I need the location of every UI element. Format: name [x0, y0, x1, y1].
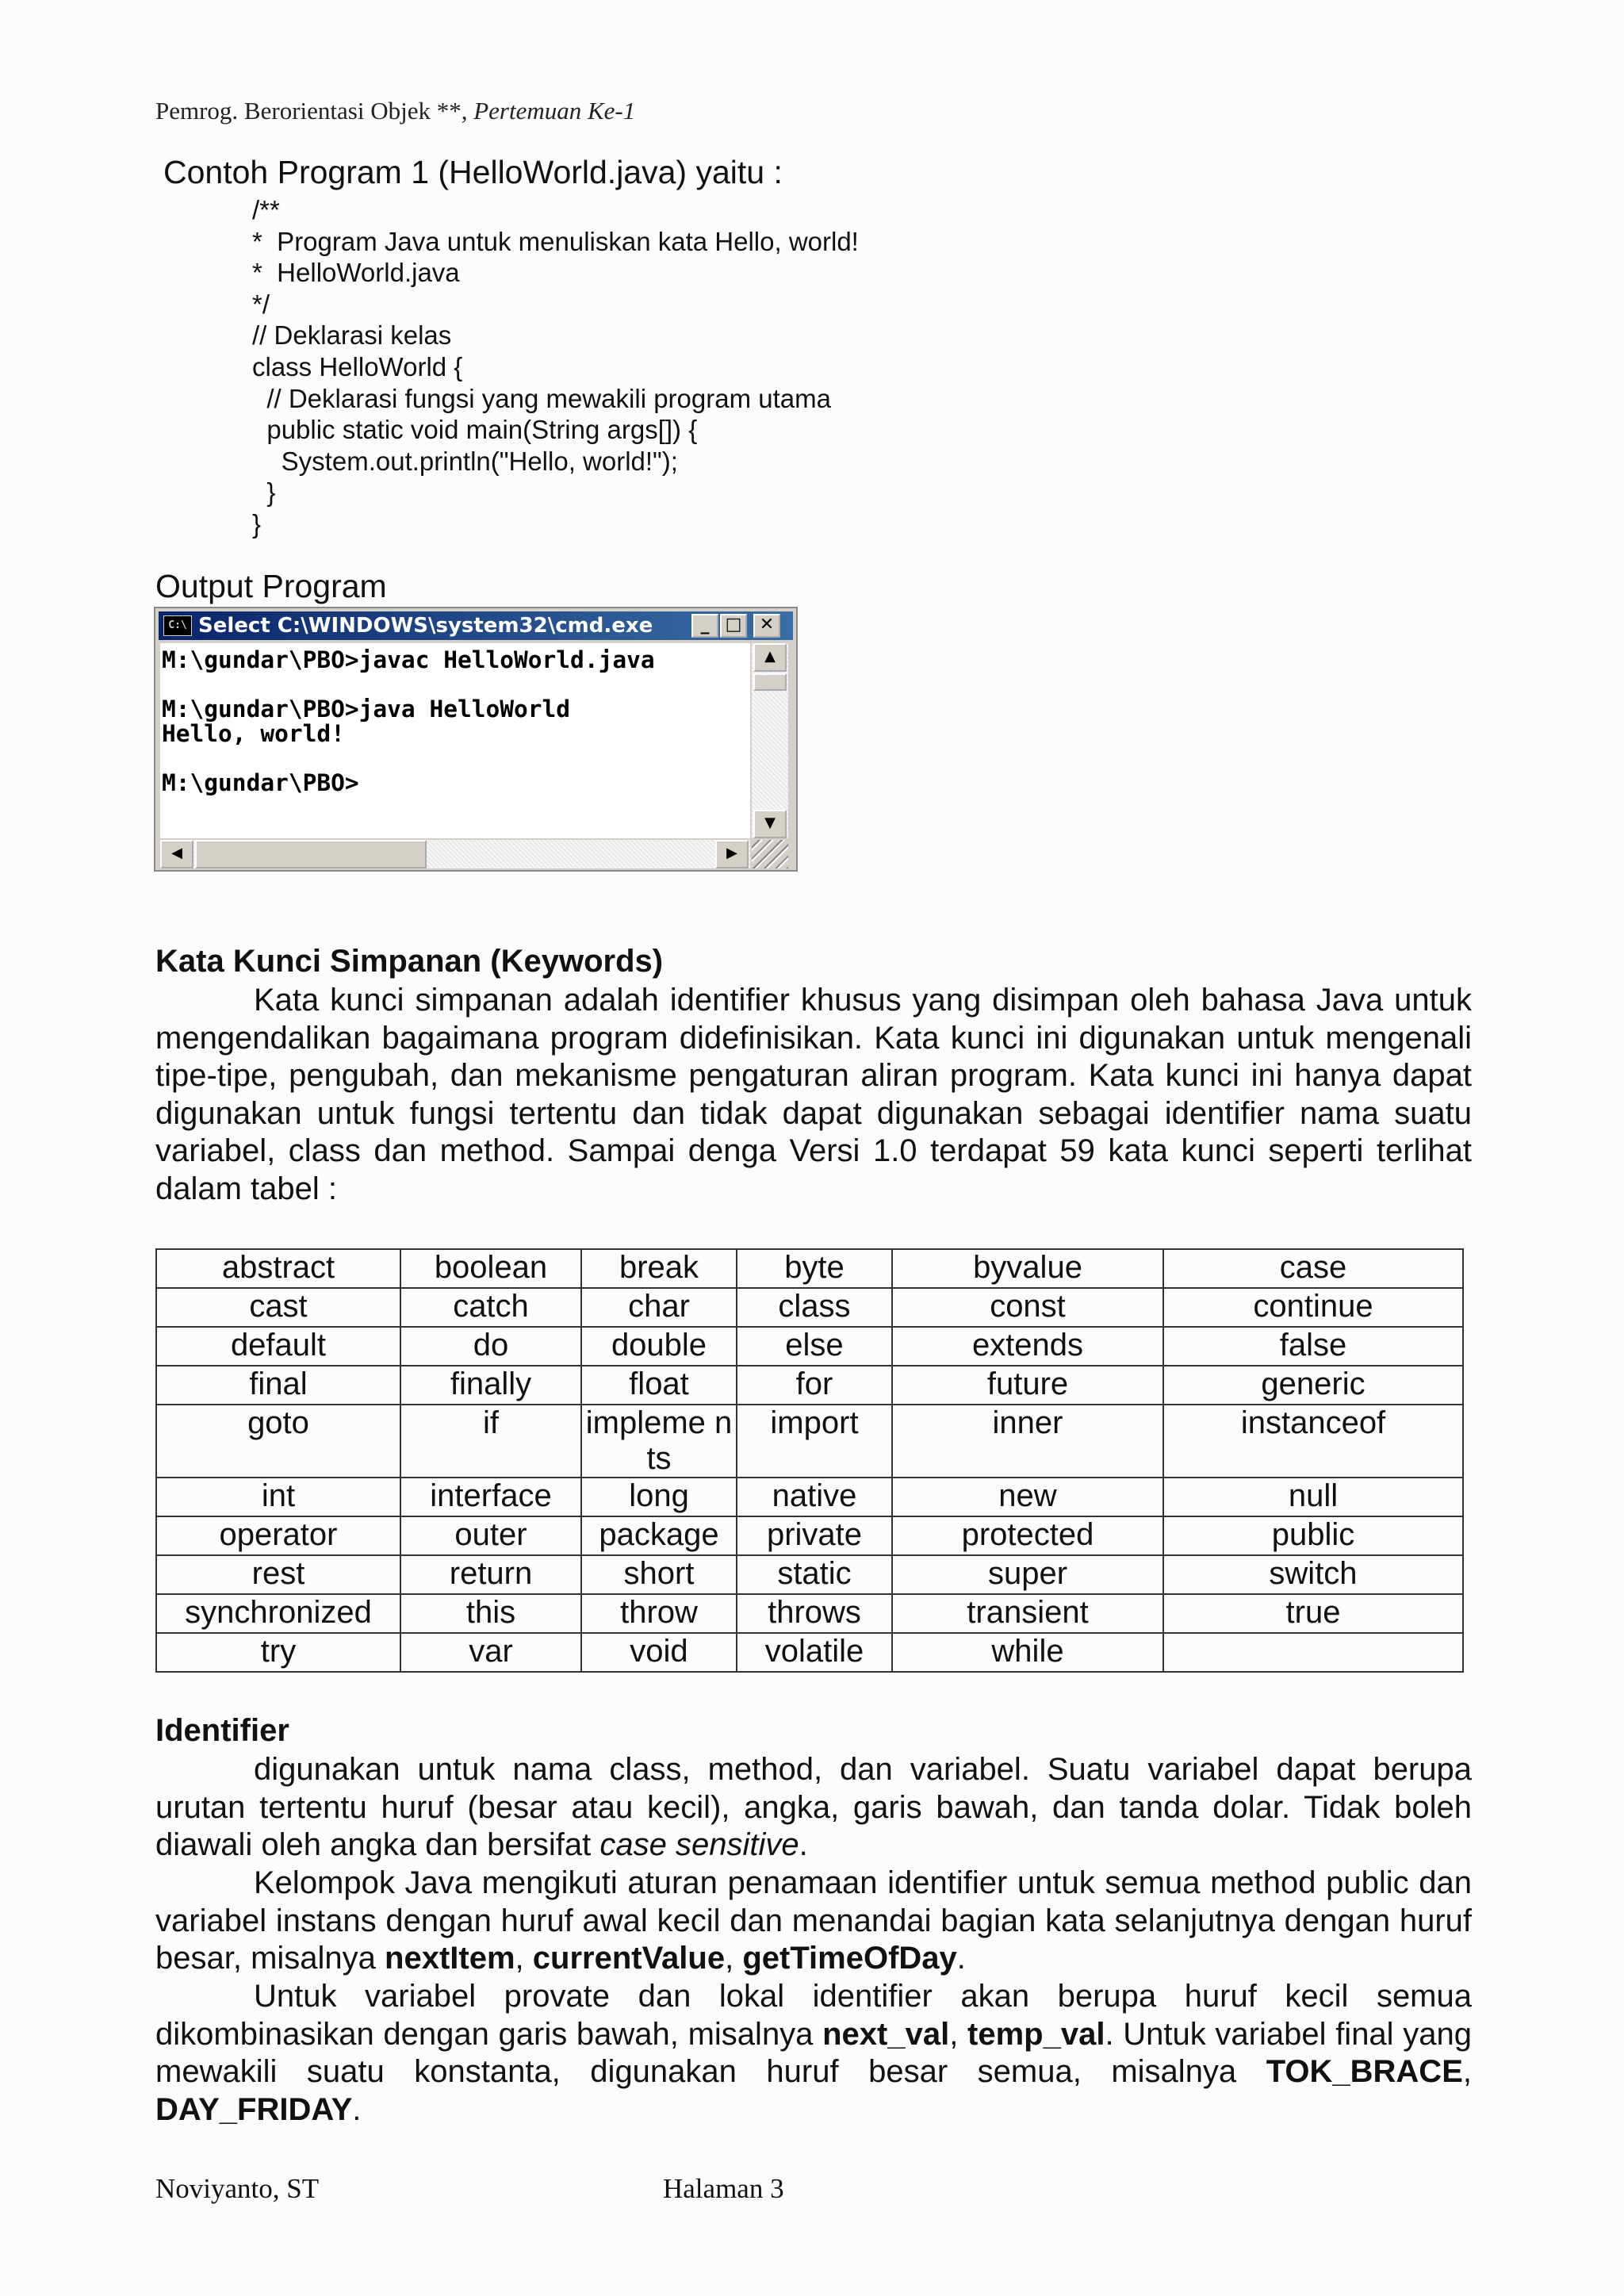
- console-line: M:\gundar\PBO>javac HelloWorld.java: [162, 646, 655, 673]
- case-sensitive-term: case sensitive: [599, 1827, 799, 1862]
- table-cell: generic: [1163, 1366, 1463, 1405]
- table-cell: throws: [737, 1594, 892, 1633]
- resize-grip-icon[interactable]: [752, 840, 788, 868]
- console-line: [162, 746, 749, 771]
- code-line: // Deklarasi kelas: [252, 320, 452, 351]
- console-line: M:\gundar\PBO>java HelloWorld: [162, 696, 571, 723]
- example-next-val: next_val: [822, 2016, 950, 2052]
- table-cell: int: [156, 1478, 400, 1516]
- table-cell: synchronized: [156, 1594, 400, 1633]
- identifier-heading: Identifier: [155, 1713, 289, 1748]
- scroll-right-icon[interactable]: ▶: [715, 840, 749, 868]
- table-row: [156, 1249, 1463, 1288]
- keywords-paragraph: Kata kunci simpanan adalah identifier khusus yang disimpan oleh bahasa Java untuk mengendalikan bagaimana program didefinisikan. Kata kunci ini digunakan untuk mengenali tipe-tipe, pengubah, dan mekanisme pengaturan aliran program. Kata kunci ini hanya dapat digunakan untuk fungsi tertentu dan tidak dapat digunakan sebagai identifier nama suatu variabel, class dan method. Sampai denga Versi 1.0 terdapat 59 kata kunci seperti terlihat dalam tabel :: [155, 983, 1472, 1206]
- table-row: [156, 1366, 1463, 1405]
- table-cell: outer: [400, 1516, 581, 1555]
- table-cell: this: [400, 1594, 581, 1633]
- table-cell: byvalue: [892, 1249, 1163, 1288]
- table-row: [156, 1478, 1463, 1516]
- course-name: Pemrog. Berorientasi Objek **,: [155, 97, 474, 125]
- cmd-console[interactable]: [160, 643, 750, 838]
- code-line: }: [252, 477, 276, 508]
- code-line: System.out.println("Hello, world!");: [252, 446, 678, 476]
- console-line: [162, 673, 749, 697]
- page-header: [155, 97, 635, 125]
- table-cell: goto: [156, 1405, 400, 1478]
- table-row: [156, 1516, 1463, 1555]
- table-cell: break: [581, 1249, 737, 1288]
- table-cell: public: [1163, 1516, 1463, 1555]
- table-cell: interface: [400, 1478, 581, 1516]
- table-cell: else: [737, 1327, 892, 1366]
- table-cell: inner: [892, 1405, 1163, 1478]
- table-cell: static: [737, 1555, 892, 1594]
- table-cell: abstract: [156, 1249, 400, 1288]
- identifier-paragraph-2: [155, 1865, 1472, 1978]
- code-block: [252, 194, 859, 540]
- table-cell: new: [892, 1478, 1163, 1516]
- identifier-paragraph-3: [155, 1978, 1472, 2129]
- table-row: [156, 1405, 1463, 1478]
- identifier-paragraph-1: [155, 1751, 1472, 1865]
- table-cell: false: [1163, 1327, 1463, 1366]
- code-line: * HelloWorld.java: [252, 258, 460, 288]
- table-cell: default: [156, 1327, 400, 1366]
- maximize-button[interactable]: □: [720, 614, 747, 638]
- table-cell: instanceof: [1163, 1405, 1463, 1478]
- minimize-button[interactable]: _: [691, 614, 718, 638]
- table-cell: future: [892, 1366, 1163, 1405]
- table-cell: private: [737, 1516, 892, 1555]
- example-gettimeofday: getTimeOfDay: [742, 1941, 957, 1976]
- table-cell: while: [892, 1633, 1163, 1672]
- keywords-heading: Kata Kunci Simpanan (Keywords): [155, 944, 664, 979]
- sep: ,: [1462, 2054, 1472, 2089]
- cmd-titlebar: [159, 611, 793, 640]
- identifier-p3-end: .: [352, 2091, 362, 2127]
- table-cell: for: [737, 1366, 892, 1405]
- table-cell: native: [737, 1478, 892, 1516]
- table-cell: import: [737, 1405, 892, 1478]
- sep: ,: [515, 1941, 533, 1976]
- table-cell: throw: [581, 1594, 737, 1633]
- cmd-console-output: [160, 643, 750, 800]
- table-cell: null: [1163, 1478, 1463, 1516]
- identifier-p3-mid: . Untuk variabel final yang mewakili suatu konstanta, digunakan huruf besar semua, misalnya: [155, 2016, 1472, 2089]
- horizontal-scrollbar[interactable]: [160, 840, 750, 868]
- table-row: [156, 1594, 1463, 1633]
- console-line: Hello, world!: [162, 720, 345, 747]
- table-row: [156, 1555, 1463, 1594]
- table-cell: byte: [737, 1249, 892, 1288]
- code-line: * Program Java untuk menuliskan kata Hello, world!: [252, 226, 859, 256]
- footer-author: Noviyanto, ST: [155, 2173, 320, 2204]
- cmd-window-title: Select C:\WINDOWS\system32\cmd.exe: [198, 614, 653, 638]
- table-cell: finally: [400, 1366, 581, 1405]
- table-cell: extends: [892, 1327, 1163, 1366]
- cmd-window-screenshot: [154, 607, 798, 872]
- table-row: [156, 1288, 1463, 1327]
- table-cell: operator: [156, 1516, 400, 1555]
- table-cell: transient: [892, 1594, 1163, 1633]
- table-cell: super: [892, 1555, 1163, 1594]
- output-title: Output Program: [155, 568, 387, 604]
- scroll-up-icon[interactable]: ▲: [753, 643, 787, 672]
- identifier-p2-end: .: [956, 1941, 966, 1976]
- table-cell: do: [400, 1327, 581, 1366]
- identifier-p1-end: .: [799, 1827, 808, 1862]
- cmd-icon: C:\: [163, 615, 192, 636]
- table-cell: class: [737, 1288, 892, 1327]
- table-cell: short: [581, 1555, 737, 1594]
- table-cell: float: [581, 1366, 737, 1405]
- footer-page-number: Halaman 3: [663, 2173, 784, 2204]
- table-cell: package: [581, 1516, 737, 1555]
- table-cell: continue: [1163, 1288, 1463, 1327]
- scroll-down-icon[interactable]: ▼: [753, 810, 787, 838]
- example-nextitem: nextItem: [385, 1941, 515, 1976]
- table-cell: case: [1163, 1249, 1463, 1288]
- example-day-friday: DAY_FRIDAY: [155, 2091, 353, 2127]
- table-cell: try: [156, 1633, 400, 1672]
- table-cell: void: [581, 1633, 737, 1672]
- identifier-p1-text: digunakan untuk nama class, method, dan variabel. Suatu variabel dapat berupa urutan tertentu huruf (besar atau kecil), angka, garis bawah, dan tanda dolar. Tidak boleh diawali oleh angka dan bersifat: [155, 1752, 1472, 1862]
- table-cell: const: [892, 1288, 1163, 1327]
- vertical-scrollbar[interactable]: [752, 643, 788, 838]
- meeting-label: Pertemuan Ke-1: [473, 97, 636, 125]
- table-cell: char: [581, 1288, 737, 1327]
- code-line: /**: [252, 195, 280, 224]
- table-cell: protected: [892, 1516, 1163, 1555]
- example-currentvalue: currentValue: [532, 1941, 726, 1976]
- table-cell: true: [1163, 1594, 1463, 1633]
- vertical-scroll-thumb[interactable]: [753, 673, 787, 691]
- identifier-p3-text: Untuk variabel provate dan lokal identifier akan berupa huruf kecil semua dikombinasikan dengan garis bawah, misalnya: [155, 1979, 1472, 2052]
- table-cell: double: [581, 1327, 737, 1366]
- code-line: // Deklarasi fungsi yang mewakili program utama: [252, 383, 831, 413]
- table-row: [156, 1633, 1463, 1672]
- table-cell: switch: [1163, 1555, 1463, 1594]
- table-cell: volatile: [737, 1633, 892, 1672]
- horizontal-scroll-thumb[interactable]: [195, 840, 427, 868]
- console-line: M:\gundar\PBO>: [162, 769, 359, 796]
- table-row: [156, 1327, 1463, 1366]
- keywords-table: [155, 1248, 1464, 1673]
- table-cell: long: [581, 1478, 737, 1516]
- code-line: class HelloWorld {: [252, 351, 463, 381]
- close-button[interactable]: ✕: [753, 614, 780, 638]
- example-tok-brace: TOK_BRACE: [1266, 2054, 1463, 2089]
- table-cell: rest: [156, 1555, 400, 1594]
- code-line: }: [252, 508, 262, 539]
- identifier-p2-text: Kelompok Java mengikuti aturan penamaan identifier untuk semua method public dan variabel instans dengan huruf awal kecil dan menandai bagian kata selanjutnya dengan huruf besar, misalnya: [155, 1865, 1472, 1976]
- table-cell: boolean: [400, 1249, 581, 1288]
- code-line: */: [252, 289, 270, 319]
- table-cell: return: [400, 1555, 581, 1594]
- scroll-left-icon[interactable]: ◀: [160, 840, 193, 868]
- table-cell: var: [400, 1633, 581, 1672]
- table-cell: [1163, 1633, 1463, 1672]
- code-line: public static void main(String args[]) {: [252, 415, 698, 445]
- sep: ,: [725, 1941, 743, 1976]
- code-example-title: Contoh Program 1 (HelloWorld.java) yaitu :: [163, 154, 783, 190]
- table-cell: cast: [156, 1288, 400, 1327]
- table-cell: if: [400, 1405, 581, 1478]
- table-cell: impleme nts: [581, 1405, 737, 1478]
- table-cell: final: [156, 1366, 400, 1405]
- example-temp-val: temp_val: [967, 2016, 1105, 2052]
- sep: ,: [949, 2016, 968, 2052]
- table-cell: catch: [400, 1288, 581, 1327]
